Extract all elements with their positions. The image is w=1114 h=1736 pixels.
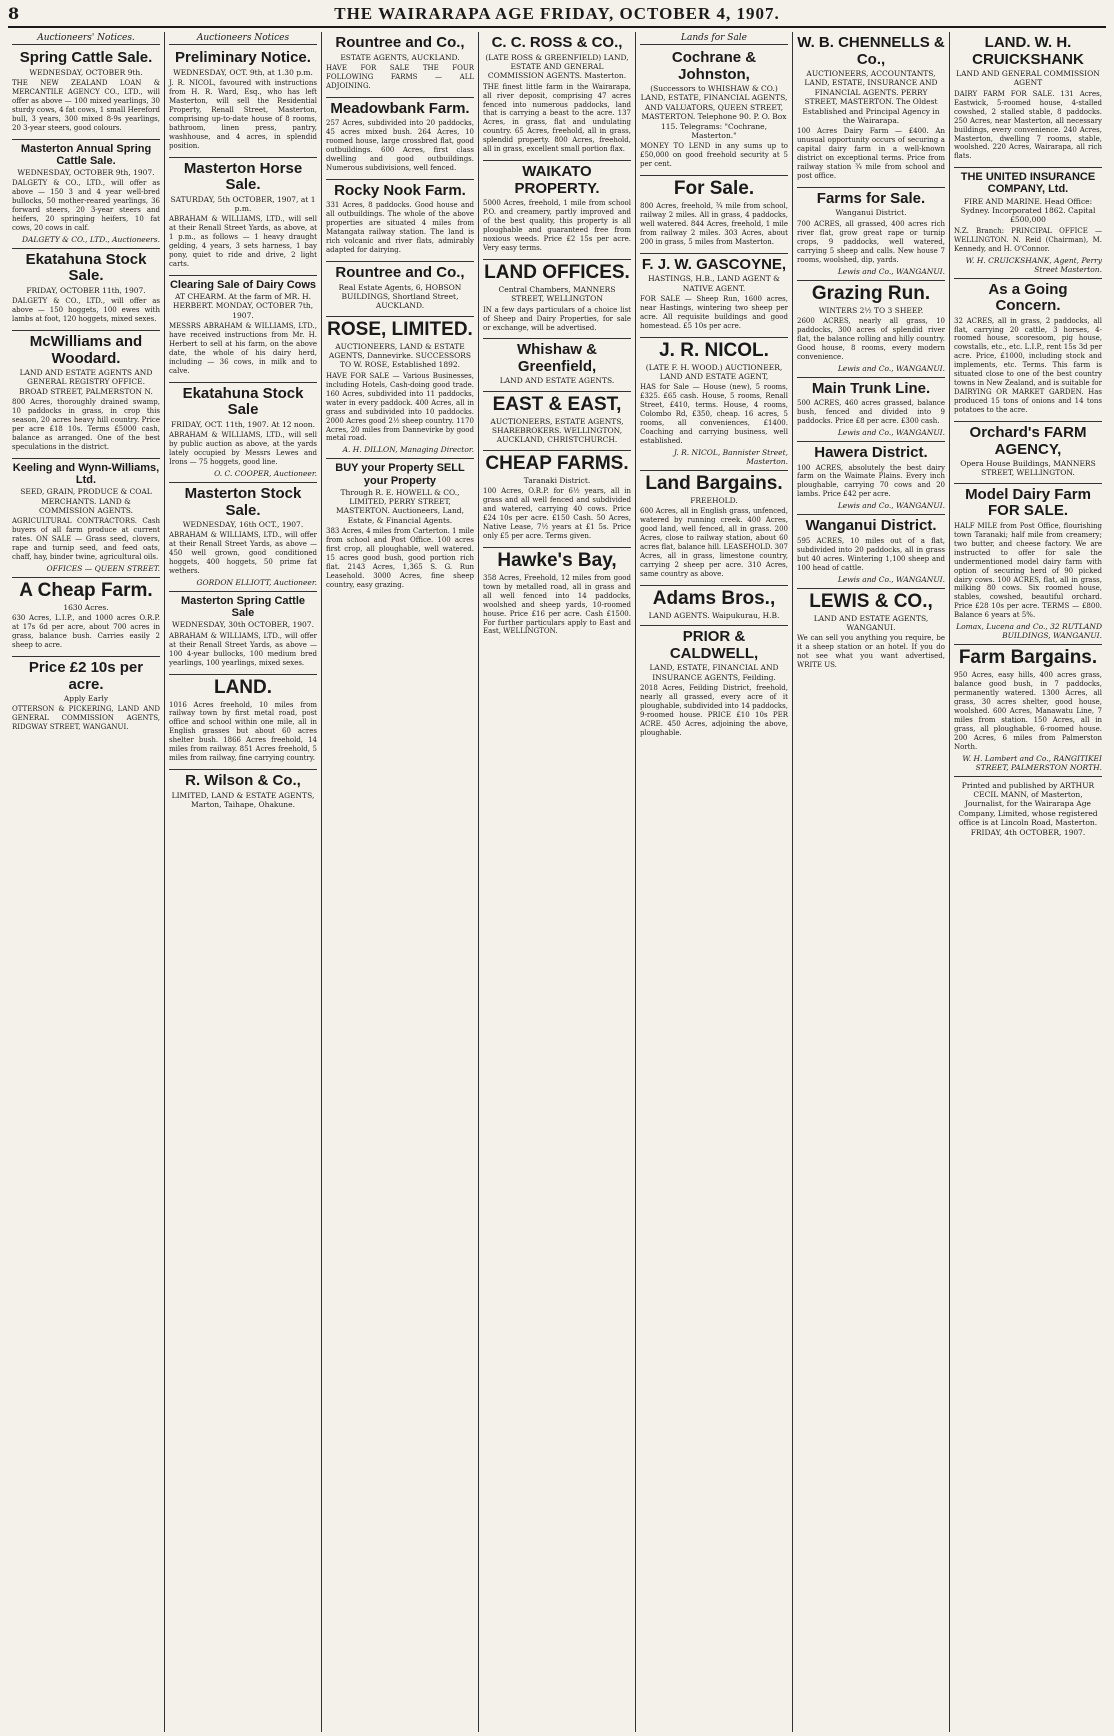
- advertisement: [483, 451, 631, 548]
- column-4: [479, 32, 636, 1732]
- ad-body: 2018 Acres, Feilding District, freehold, nearly all grassed, every acre of it ploughable, subdivided into 14 paddocks, 9-roomed house. PRICE £10 10s PER ACRE. 450 Acres, adjoining the above, ploughable.: [640, 684, 788, 737]
- ad-title: Masterton Annual Spring Cattle Sale.: [20, 142, 152, 167]
- advertisement: [640, 586, 788, 626]
- advertisement: [12, 47, 160, 140]
- column-6: [793, 32, 950, 1732]
- ad-signature: Lewis and Co., WANGANUI.: [837, 574, 945, 584]
- advertisement: [169, 47, 317, 158]
- advertisement: [169, 770, 317, 814]
- ad-subtitle: WEDNESDAY, OCTOBER 9th.: [29, 67, 143, 77]
- advertisement: [169, 675, 317, 771]
- ad-title: Hawke's Bay,: [497, 549, 617, 571]
- ad-title: Masterton Stock Sale.: [184, 485, 302, 519]
- ad-title: LEWIS & CO.,: [809, 590, 933, 612]
- advertisement: [12, 578, 160, 657]
- ad-subtitle: LIMITED, LAND & ESTATE AGENTS, Marton, Taihape, Ohakune.: [171, 790, 315, 810]
- ad-body: 800 Acres, freehold, ¾ mile from school, railway 2 miles. All in grass, 4 paddocks, well watered. 844 Acres, freehold, 1 mile from railway 2 miles. 303 Acres, about 200 in grass, 5 miles from Masterton.: [640, 202, 788, 246]
- ad-body: 257 Acres, subdivided into 20 paddocks, 45 acres mixed bush. 264 Acres, 10 roomed house, large crossbred flat, good outbuildings. 600 Acres, first class dwelling and good outbuildings. Numerous subdivisions, well fenced.: [326, 119, 474, 172]
- ad-subtitle: Wanganui District.: [835, 208, 907, 218]
- ad-body: FOR SALE — Sheep Run, 1600 acres, near Hastings, wintering two sheep per acre. All requisite buildings and good homestead. £5 10s per acre.: [640, 295, 788, 330]
- ad-subtitle: LAND AND GENERAL COMMISSION AGENT: [956, 69, 1100, 88]
- ad-title: Preliminary Notice.: [175, 49, 311, 66]
- ad-body: 32 ACRES, all in grass, 2 paddocks, all flat, carrying 20 cattle, 3 horses, 4-roomed house, scoresoom, pig house, cowstalls, etc., etc. L.I.P., rent 15s 3d per acre. Price, £1000, including stock and implements, etc. Terms. This farm is situated close to one of the best country towns in New Zealand, and is suitable for DAIRYING OR MARKET GARDEN. Has produced 15 tons of onions and 14 tons potatoes to the acre.: [954, 316, 1102, 415]
- ad-subtitle: 1630 Acres.: [63, 602, 109, 612]
- ad-title: Adams Bros.,: [652, 588, 776, 610]
- ad-body: 700 ACRES, all grassed, 400 acres rich river flat, grow great rape or turnip crops, 9 paddocks, well watered, carrying 5 sheep and calls. New house 7 rooms, woolshed, dip, yards.: [797, 219, 945, 264]
- ad-title: Grazing Run.: [811, 282, 931, 304]
- ad-subtitle: AUCTIONEERS, ESTATE AGENTS, SHAREBROKERS. WELLINGTON, AUCKLAND, CHRISTCHURCH.: [490, 416, 624, 445]
- column-7: [950, 32, 1106, 1732]
- ad-title: Ekatahuna Stock Sale.: [25, 250, 147, 285]
- page-number: 8: [8, 4, 20, 23]
- ad-body: We can sell you anything you require, be it a sheep station or an hotel. If you do not see what you want advertised, WRITE US.: [797, 634, 945, 670]
- columns: [8, 32, 1106, 1732]
- ad-title: Land Bargains.: [645, 473, 783, 495]
- ad-signature: Lewis and Co., WANGANUI.: [837, 501, 945, 511]
- ad-subtitle: Central Chambers, MANNERS STREET, WELLINGTON: [498, 284, 616, 304]
- ad-body: 100 Acres, O.R.P. for 6½ years, all in grass and all well fenced and subdivided and watered, carrying 40 cows. Price £24 10s per acre. £150 Cash. 50 Acres, Native Lease, 7½ years at £1 5s. Price only £5 per acre. Terms given.: [483, 487, 631, 540]
- advertisement: [954, 422, 1102, 484]
- ad-signature: DALGETY & CO., LTD., Auctioneers.: [21, 234, 160, 244]
- ad-title: As a Going Concern.: [988, 280, 1068, 315]
- ad-title: Price £2 10s per acre.: [28, 659, 144, 693]
- advertisement: [326, 459, 474, 595]
- ad-title: Orchard's FARM AGENCY,: [969, 424, 1087, 458]
- ad-body: 5000 Acres, freehold, 1 mile from school P.O. and creamery, partly improved and of the best quality, this property is all ploughable and guaranteed free from noxious weeds. Price £2 15s per acre. Very easy terms.: [483, 199, 631, 253]
- advertisement: [12, 249, 160, 331]
- ad-body: 331 Acres, 8 paddocks. Good house and all outbuildings. The whole of the above properties are situated 4 miles from Matangata railway station. The land is rich volcanic and river flats, admirably adapted for dairying.: [326, 201, 474, 255]
- ad-title: CHEAP FARMS.: [485, 452, 629, 474]
- ad-subtitle: SATURDAY, 5th OCTOBER, 1907, at 1 p.m.: [170, 194, 316, 213]
- ad-title: R. Wilson & Co.,: [185, 772, 301, 790]
- ad-title: Whishaw & Greenfield,: [516, 341, 597, 375]
- ad-title: Rountree and Co.,: [335, 264, 465, 282]
- advertisement: [954, 168, 1102, 278]
- ad-title: Ekatahuna Stock Sale: [182, 384, 304, 419]
- ad-subtitle: AT CHEARM. At the farm of MR. H. HERBERT. MONDAY, OCTOBER 7th, 1907.: [172, 292, 314, 320]
- ad-body: ABRAHAM & WILLIAMS, LTD., will sell by public auction as above, at the yards lately occupied by Messrs Lewes and Irons — 75 hoggets, good line.: [169, 431, 317, 467]
- ad-title: C. C. ROSS & CO.,: [491, 34, 623, 51]
- ad-subtitle: FRIDAY, OCT. 11th, 1907. At 12 noon.: [171, 419, 315, 429]
- ad-body: HAS for Sale — House (new), 5 rooms, £325. £65 cash. House, 5 rooms, Renall Street, £410, terms. House, 4 rooms, Colombo Rd, £350, cheap. 16 acres, 5 rooms, all conveniences, £1400. Coaching and carrying business, well established.: [640, 383, 788, 446]
- advertisement: [326, 262, 474, 317]
- ad-body: 500 ACRES, 460 acres grassed, balance bush, fenced and divided into 9 paddocks. Price £8 per acre. £300 cash.: [797, 399, 945, 426]
- ad-subtitle: AUCTIONEERS, LAND & ESTATE AGENTS, Dannevirke. SUCCESSORS TO W. ROSE, Established 1892.: [328, 341, 472, 370]
- ad-subtitle: Taranaki District.: [523, 475, 591, 485]
- ad-body: MONEY TO LEND in any sums up to £50,000 on good freehold security at 5 per cent.: [640, 142, 788, 169]
- advertisement: [797, 515, 945, 588]
- ad-title: PRIOR & CALDWELL,: [669, 628, 759, 662]
- ad-subtitle: FIRE AND MARINE. Head Office: Sydney. Incorporated 1862. Capital £500,000: [960, 196, 1096, 225]
- ad-title: EAST & EAST,: [492, 393, 622, 415]
- advertisement: [326, 180, 474, 262]
- ad-body: OTTERSON & PICKERING, LAND AND GENERAL COMMISSION AGENTS, RIDGWAY STREET, WANGANUI.: [12, 705, 160, 732]
- ad-title: Farms for Sale.: [816, 189, 926, 207]
- ad-title: Farm Bargains.: [958, 647, 1098, 669]
- ad-subtitle: Through R. E. HOWELL & CO., LIMITED, PERRY STREET, MASTERTON. Auctioneers, Land, Estate, & Financial Agents.: [336, 487, 464, 525]
- advertisement: [640, 626, 788, 743]
- advertisement: [797, 442, 945, 515]
- ad-title: Wanganui District.: [805, 517, 937, 535]
- ad-subtitle: Opera House Buildings, MANNERS STREET, WELLINGTON.: [960, 459, 1096, 478]
- ad-subtitle: (LATE F. H. WOOD.) AUCTIONEER, LAND AND ESTATE AGENT,: [645, 362, 783, 382]
- ad-title: Keeling and Wynn-Williams, Ltd.: [12, 461, 160, 487]
- ad-title: Hawera District.: [814, 444, 928, 461]
- ad-body: 100 ACRES, absolutely the best dairy farm on the Waimate Plains. Every inch ploughable, carrying 70 cows and 20 lambs. Price £42 per acre.: [797, 463, 945, 499]
- ad-body: AGRICULTURAL CONTRACTORS. Cash buyers of all farm produce at current rates. ON SALE — Grass seed, clovers, rape and turnip seed, and feed oats, chaff, hay, binder twine, agricultural oils.: [12, 517, 160, 562]
- ad-signature: O. C. COOPER, Auctioneer.: [214, 469, 317, 479]
- column-1: [8, 32, 165, 1732]
- ad-subtitle: LAND AND ESTATE AGENTS.: [499, 376, 615, 386]
- ad-body: 358 Acres, Freehold, 12 miles from good town by metalled road, all in grass and all well fenced into 14 paddocks, woolshed and sheep yards, 10-roomed house. Price £16 per acre. Cash £1500. For further particulars apply to East and East, WELLINGTON.: [483, 573, 631, 636]
- advertisement: [483, 32, 631, 161]
- ad-body: J. R. NICOL, favoured with instructions from H. R. Ward, Esq., who has left Masterton, will sell the Residential Property, Renall Street, Masterton, comprising up-to-date house of 8 rooms, bathroom, linen press, pantry, washhouse, and 4 acres, in splendid position.: [169, 78, 317, 150]
- advertisement: [169, 158, 317, 276]
- ad-subtitle: HASTINGS, H.B., LAND AGENT & NATIVE AGENT.: [648, 274, 780, 293]
- ad-title: Clearing Sale of Dairy Cows: [169, 278, 317, 291]
- ad-body: N.Z. Branch: PRINCIPAL OFFICE — WELLINGTON. N. Reid (Chairman), M. Kennedy, and H. O'Connor.: [954, 226, 1102, 253]
- ad-subtitle: WEDNESDAY, 16th OCT., 1907.: [182, 520, 304, 530]
- ad-body: 800 Acres, thoroughly drained swamp, 10 paddocks in grass, in crop this season, 20 acres heavy hill country. Price per acre £18 10s. Terms £5000 cash, balance as arranged. One of the best speculations in the district.: [12, 398, 160, 451]
- advertisement: [640, 254, 788, 338]
- ad-subtitle: Printed and published by ARTHUR CECIL MANN, of Masterton, Journalist, for the Wairarapa Age Company, Limited, whose registered office is at Lincoln Road, Masterton. FRIDAY, 4th OCTOBER, 1907.: [958, 780, 1098, 837]
- ad-body: 383 Acres, 4 miles from Carterton. 1 mile from school and Post Office. 100 acres first crop, all ploughable, well watered. 15 acres good bush, good portion rich flat. 2143 Acres, 1,365 S. G. Run Leasehold. 3000 Acres, fine sheep country, easy grazing.: [326, 527, 474, 589]
- ad-body: HAVE FOR SALE — Various Businesses, including Hotels, Cash-doing good trade. 160 Acres, subdivided into 11 paddocks, water in every paddock. 400 Acres, all in grass and subdivided into 10 paddocks. 2000 Acres good 2½ sheep country. 1170 Acres, 20 miles from Dannevirke by good metal road.: [326, 371, 474, 443]
- ad-title: THE UNITED INSURANCE COMPANY, Ltd.: [960, 171, 1096, 196]
- ad-title: LAND OFFICES.: [484, 261, 630, 283]
- ad-body: THE NEW ZEALAND LOAN & MERCANTILE AGENCY CO., LTD., will offer as above — 100 mixed yearlings, 30 sturdy cows, 4 fat cows, 1 small Hereford bull, 3 years, 300 mixed 8-9s yearlings, 20 3-year steers, good colours.: [12, 78, 160, 132]
- advertisement: [954, 279, 1102, 422]
- ad-subtitle: WEDNESDAY, OCT. 9th, at 1.30 p.m.: [173, 67, 313, 77]
- ad-subtitle: (Successors to WHISHAW & CO.) LAND, ESTATE, FINANCIAL AGENTS, AND VALUATORS, QUEEN STREET, MASTERTON. Telephone 90. P. O. Box 115. Telegrams: "Cochrane, Masterton.": [640, 84, 788, 140]
- ad-subtitle: WEDNESDAY, 30th OCTOBER, 1907.: [172, 620, 314, 630]
- ad-subtitle: Real Estate Agents, 6, HOBSON BUILDINGS, Shortland Street, AUCKLAND.: [338, 282, 462, 311]
- ad-subtitle: (LATE ROSS & GREENFIELD) LAND, ESTATE AND GENERAL COMMISSION AGENTS. Masterton.: [485, 52, 629, 81]
- ad-body: ABRAHAM & WILLIAMS, LTD., will sell at their Renall Street Yards, as above, at 1 p.m., as follows — 1 heavy draught gelding, 4 years, 3 sets harness, 1 bay pony, quiet to ride and drive, 2 light carts.: [169, 215, 317, 269]
- ad-body: ABRAHAM & WILLIAMS, LTD., will offer at their Renall Street Yards, as above — 100 4-year bullocks, 100 medium bred yearlings, 100 yearlings, mixed sexes.: [169, 631, 317, 667]
- ad-subtitle: LAND AND ESTATE AGENTS, WANGANUI.: [813, 613, 929, 632]
- ad-body: IN a few days particulars of a choice list of Sheep and Dairy Properties, for sale or exchange, will be advertised.: [483, 305, 631, 332]
- ad-body: ABRAHAM & WILLIAMS, LTD., will offer at their Renall Street Yards, as above — 450 well grown, good conditioned hoggets, 400 hoggets, 50 prime fat wethers.: [169, 531, 317, 576]
- ad-body: 1016 Acres freehold, 10 miles from railway town by first metal road, post office and school within one mile, all in English grasses but about 60 acres shelter bush. 1866 Acres freehold, 14 miles from railway. 851 Acres freehold, 5 miles from railway, fine carrying country.: [169, 700, 317, 763]
- ad-body: 595 ACRES, 10 miles out of a flat, subdivided into 20 paddocks, all in grass but 40 acres. Wintering 1,100 sheep and 100 head of cattle.: [797, 536, 945, 572]
- ad-subtitle: ESTATE AGENTS, AUCKLAND.: [340, 52, 460, 62]
- ad-title: J. R. NICOL.: [659, 339, 769, 361]
- advertisement: [954, 645, 1102, 776]
- advertisement: [954, 777, 1102, 842]
- newspaper-title: THE WAIRARAPA AGE FRIDAY, OCTOBER 4, 1907.: [334, 4, 780, 23]
- ad-subtitle: LAND AGENTS. Waipukurau, H.B.: [648, 610, 780, 620]
- ad-body: 100 Acres Dairy Farm — £400. An unusual opportunity occurs of securing a capital dairy farm in a well-known district on exceptional terms. Price from railway station ¾ mile from school and post office.: [797, 127, 945, 181]
- column-header: Auctioneers' Notices.: [12, 32, 160, 45]
- ad-body: 600 Acres, all in English grass, unfenced, watered by running creek. 400 Acres, good land, well fenced, all in grass. 200 Acres, close to railway station, about 60 acres flat, balance hill. LEASEHOLD. 307 Acres, all in grass, limestone country, carrying 2 sheep per acre. 310 Acres, same country as above.: [640, 507, 788, 579]
- column-2: [165, 32, 322, 1732]
- ad-signature: J. R. NICOL, Bannister Street, Masterton.: [673, 448, 788, 467]
- ad-title: LAND. W. H. CRUICKSHANK: [972, 34, 1084, 68]
- advertisement: [483, 392, 631, 451]
- ad-subtitle: LAND AND ESTATE AGENTS AND GENERAL REGISTRY OFFICE. BROAD STREET, PALMERSTON N.: [19, 368, 153, 396]
- ad-title: McWilliams and Woodard.: [29, 333, 143, 367]
- ad-title: Masterton Horse Sale.: [183, 159, 303, 193]
- advertisement: [169, 483, 317, 592]
- ad-title: LAND.: [213, 676, 273, 698]
- advertisement: [483, 161, 631, 260]
- ad-title: F. J. W. GASCOYNE,: [641, 255, 787, 273]
- ad-title: Rountree and Co.,: [335, 34, 465, 51]
- ad-subtitle: AUCTIONEERS, ACCOUNTANTS, LAND, ESTATE, INSURANCE AND FINANCIAL AGENTS. PERRY STREET, MASTERTON. The Oldest Established and Principal Agency in the Wairarapa.: [802, 69, 940, 125]
- ad-body: 2600 ACRES, nearly all grass, 10 paddocks, 300 acres of splendid river flat, the balance rolling and hilly country. Good house, 8 rooms, every modern convenience.: [797, 316, 945, 361]
- advertisement: [169, 276, 317, 383]
- ad-body: DALGETY & CO., LTD., will offer as above — 150 3 and 4 year well-bred bullocks, 50 mother-reared yearlings, 36 forward steers, 20 3-year steers and heifers, 20 springing heifers, 10 fat cows, 20 cows in calf.: [12, 179, 160, 232]
- advertisement: [12, 140, 160, 249]
- ad-body: 950 Acres, easy hills, 400 acres grass, balance good bush, in 7 paddocks, permanently watered. 1300 Acres, all grass, 30 acres shelter, good house, woolshed. 600 Acres, Manawatu Line, 7 miles from station. 150 Acres, all in grass, all ploughable, 6-roomed house. 200 Acres, 6 miles from Palmerston North.: [954, 671, 1102, 751]
- ad-subtitle: WEDNESDAY, OCTOBER 9th, 1907.: [17, 167, 155, 177]
- ad-subtitle: WINTERS 2½ TO 3 SHEEP.: [818, 305, 924, 315]
- ad-signature: Lewis and Co., WANGANUI.: [837, 363, 945, 373]
- advertisement: [326, 98, 474, 180]
- advertisement: [797, 32, 945, 188]
- ad-title: WAIKATO PROPERTY.: [514, 163, 600, 197]
- ad-title: Rocky Nook Farm.: [334, 181, 466, 199]
- advertisement: [797, 589, 945, 676]
- ad-body: THE finest little farm in the Wairarapa, all river deposit, comprising 47 acres fenced into numerous paddocks, land that is carrying a beast to the acre. 137 Acres, in grass, flat and undulating country. 65 Acres, freehold, all in grass, splendid property. 800 Acres, freehold, all in grass, excellent small portion flax.: [483, 82, 631, 154]
- ad-signature: Lomax, Lucena and Co., 32 RUTLAND BUILDINGS, WANGANUI.: [956, 622, 1102, 641]
- column-header: Lands for Sale: [640, 32, 788, 45]
- advertisement: [12, 331, 160, 459]
- ad-body: HAVE FOR SALE THE FOUR FOLLOWING FARMS — ALL ADJOINING.: [326, 63, 474, 90]
- advertisement: [797, 281, 945, 378]
- column-5: [636, 32, 793, 1732]
- ad-subtitle: FRIDAY, OCTOBER 11th, 1907.: [26, 285, 146, 295]
- ad-body: 630 Acres, L.I.P., and 1000 acres O.R.P. at 17s 6d per acre, about 700 acres in grass, balance bush. Carries easily 2 sheep to acre.: [12, 614, 160, 650]
- ad-subtitle: FREEHOLD.: [690, 496, 738, 506]
- ad-signature: W. H. CRUICKSHANK, Agent, Perry Street Masterton.: [965, 255, 1102, 274]
- ad-subtitle: Apply Early: [63, 694, 109, 704]
- ad-title: Masterton Spring Cattle Sale: [180, 595, 306, 620]
- ad-title: Cochrane & Johnston,: [671, 49, 757, 83]
- ad-body: HALF MILE from Post Office, flourishing town Taranaki; half mile from creamery; two butter, and cheese factory. We are instructed to offer for sale the undermentioned model dairy farm with option of securing herd of 90 picked dairy cows. 100 ACRES, flat, all in grass, milking 80 cows. Six roomed house, stables, cowshed, beautiful orchard. Price £28 10s per acre. TERMS — £800. Balance 6 years at 5%.: [954, 521, 1102, 620]
- masthead: [8, 4, 1106, 28]
- ad-body: DALGETY & CO., LTD., will offer as above — 150 hoggets, 100 ewes with lambs at foot, 120 hoggets, mixed sexes.: [12, 297, 160, 324]
- ad-signature: GORDON ELLIOTT, Auctioneer.: [196, 578, 317, 588]
- column-header: Auctioneers Notices: [169, 32, 317, 45]
- ad-title: W. B. CHENNELLS & Co.,: [797, 34, 945, 68]
- advertisement: [797, 188, 945, 281]
- advertisement: [483, 260, 631, 340]
- advertisement: [640, 176, 788, 254]
- ad-title: Main Trunk Line.: [811, 379, 931, 397]
- ad-body: DAIRY FARM FOR SALE. 131 Acres, Eastwick, 5-roomed house, 4-stalled cowshed, 2 stalled stable, 8 paddocks. 250 Acres, near Masterton, all necessary buildings, every convenience. 240 Acres, Masterton, dwelling 7 rooms, stable, woolshed. 220 Acres, Wairarapa, all rich flats.: [954, 89, 1102, 161]
- ad-title: ROSE, LIMITED.: [327, 318, 473, 340]
- ad-title: Meadowbank Farm.: [330, 99, 470, 117]
- ad-title: BUY your Property SELL your Property: [335, 462, 465, 487]
- ad-signature: W. H. Lambert and Co., RANGITIKEI STREET, PALMERSTON NORTH.: [962, 753, 1102, 772]
- ad-body: MESSRS ABRAHAM & WILLIAMS, LTD., have received instructions from Mr. H. Herbert to sell at his farm, on the above date, the whole of his dairy herd, including — 36 cows, in milk and to calve.: [169, 322, 317, 375]
- advertisement: [640, 47, 788, 176]
- advertisement: [169, 383, 317, 483]
- ad-subtitle: SEED, GRAIN, PRODUCE & COAL MERCHANTS. LAND & COMMISSION AGENTS.: [20, 487, 152, 515]
- ad-title: Model Dairy Farm FOR SALE.: [965, 485, 1091, 520]
- advertisement: [640, 471, 788, 586]
- advertisement: [326, 32, 474, 98]
- ad-signature: Lewis and Co., WANGANUI.: [837, 428, 945, 437]
- advertisement: [169, 592, 317, 674]
- advertisement: [483, 548, 631, 643]
- advertisement: [954, 32, 1102, 168]
- ad-subtitle: LAND, ESTATE, FINANCIAL AND INSURANCE AGENTS, Feilding.: [649, 663, 779, 682]
- advertisement: [640, 338, 788, 471]
- ad-title: A Cheap Farm.: [19, 580, 153, 602]
- ad-title: For Sale.: [673, 178, 755, 200]
- ad-signature: OFFICES — QUEEN STREET.: [46, 564, 160, 574]
- advertisement: [326, 317, 474, 460]
- ad-signature: A. H. DILLON, Managing Director.: [342, 445, 474, 455]
- ad-title: Spring Cattle Sale.: [19, 49, 153, 66]
- advertisement: [797, 378, 945, 442]
- advertisement: [954, 484, 1102, 645]
- advertisement: [12, 657, 160, 738]
- ad-signature: Lewis and Co., WANGANUI.: [837, 266, 945, 276]
- advertisement: [483, 339, 631, 391]
- column-3: [322, 32, 479, 1732]
- advertisement: [12, 459, 160, 578]
